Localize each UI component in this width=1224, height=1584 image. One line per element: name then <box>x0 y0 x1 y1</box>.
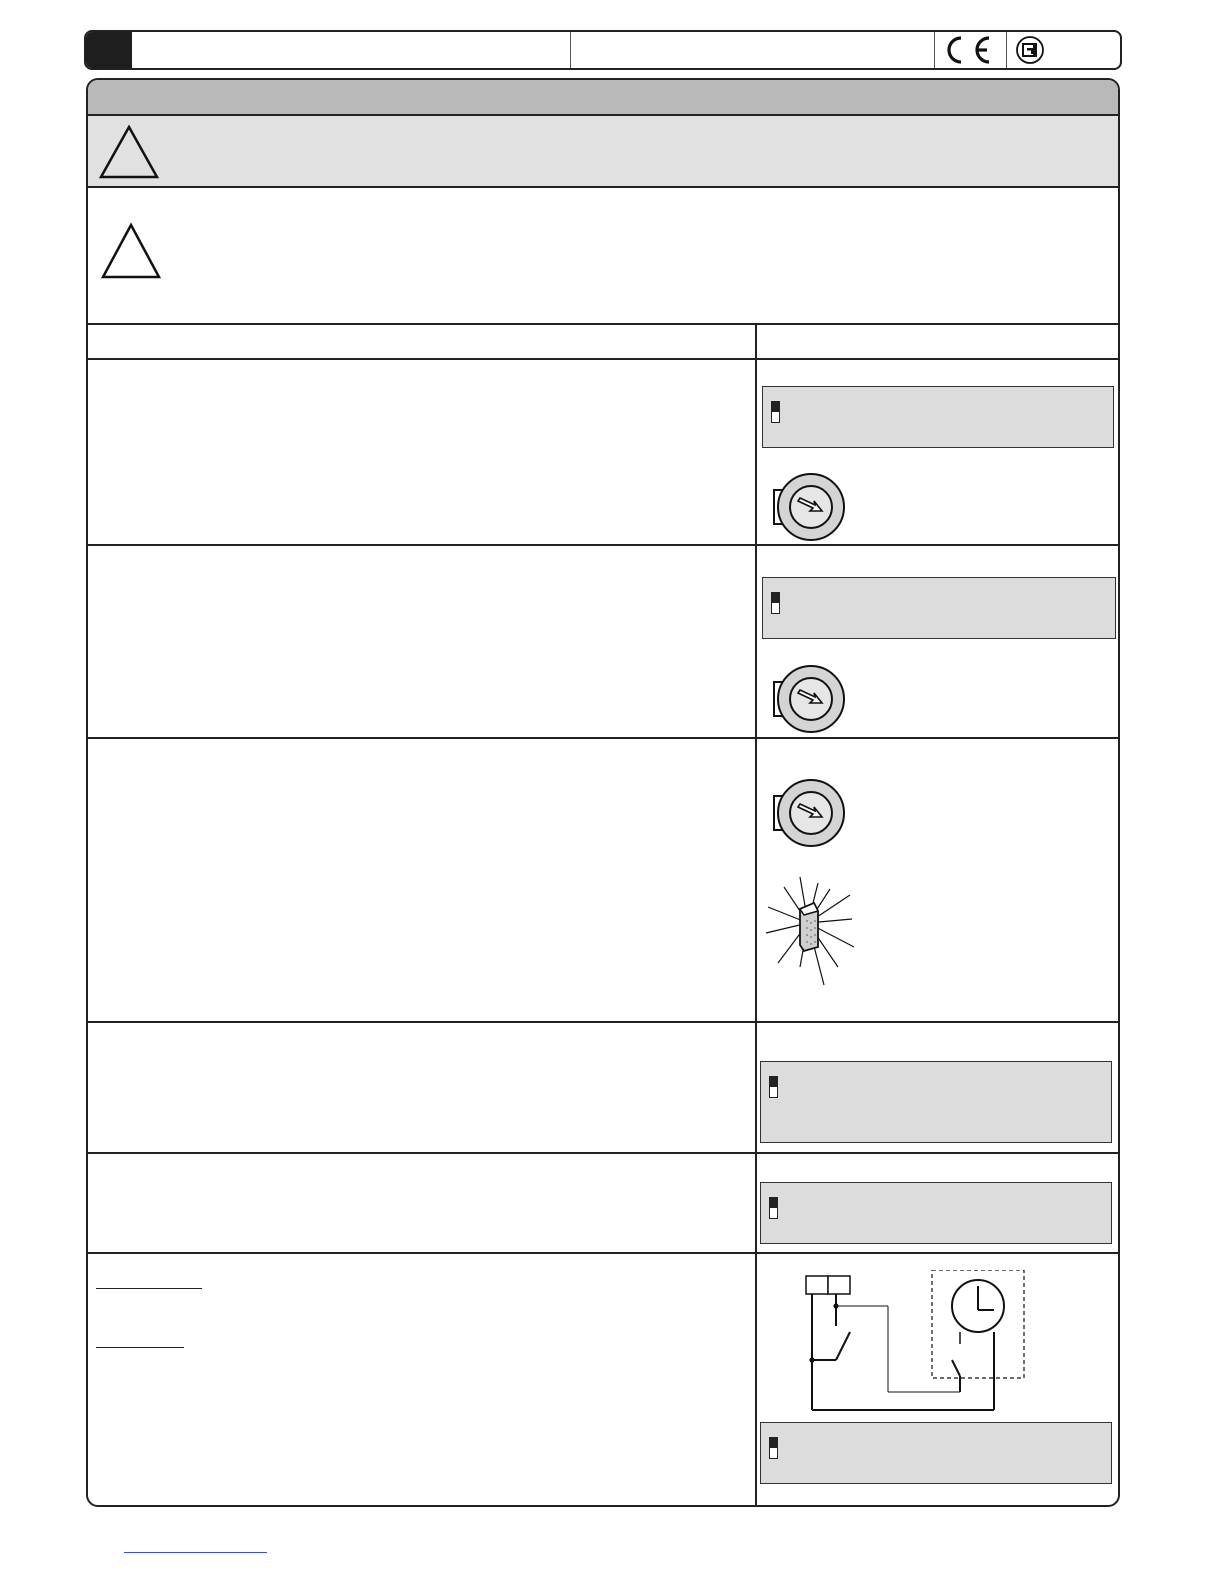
warning-triangle-icon <box>98 124 160 180</box>
table-row <box>88 360 1118 546</box>
dip-switch-icon <box>771 401 780 423</box>
language-tab <box>86 32 132 68</box>
sub-heading-underline-1 <box>96 1288 202 1289</box>
manual-icon-cell <box>1006 32 1120 68</box>
rotary-knob-icon <box>770 470 850 542</box>
main-panel <box>86 78 1120 1507</box>
flashing-lamp-icon <box>760 875 856 987</box>
table-header <box>88 325 1118 360</box>
rotary-knob-icon <box>770 662 850 734</box>
specific-warning-box <box>88 188 1118 325</box>
manual-book-icon <box>1007 32 1047 68</box>
lcd-display <box>762 386 1114 448</box>
table-row <box>88 1154 1118 1254</box>
product-name-cell <box>132 32 570 68</box>
lcd-display <box>760 1061 1112 1143</box>
dip-switch-icon <box>769 1437 778 1459</box>
general-warning-box <box>88 116 1118 188</box>
lcd-display <box>762 577 1116 639</box>
timer-wiring-diagram-icon <box>788 1270 1038 1418</box>
ce-mark <box>934 32 1006 68</box>
lcd-display <box>760 1182 1112 1244</box>
footer-link-underline <box>124 1552 267 1553</box>
sub-heading-underline-2 <box>96 1347 184 1348</box>
table-row <box>88 1254 1118 1507</box>
dip-switch-icon <box>771 592 780 614</box>
dip-switch-icon <box>769 1197 778 1219</box>
ce-mark-icon <box>935 32 1005 68</box>
table-row <box>88 546 1118 739</box>
section-title-bar <box>88 80 1118 116</box>
dip-switch-icon <box>769 1076 778 1098</box>
rotary-knob-icon <box>770 776 850 848</box>
warning-triangle-icon <box>100 222 162 280</box>
page-header <box>84 30 1122 70</box>
column-divider <box>755 325 757 1507</box>
document-title-cell <box>570 32 934 68</box>
lcd-display <box>760 1422 1112 1484</box>
table-row <box>88 1023 1118 1154</box>
table-row <box>88 739 1118 1023</box>
